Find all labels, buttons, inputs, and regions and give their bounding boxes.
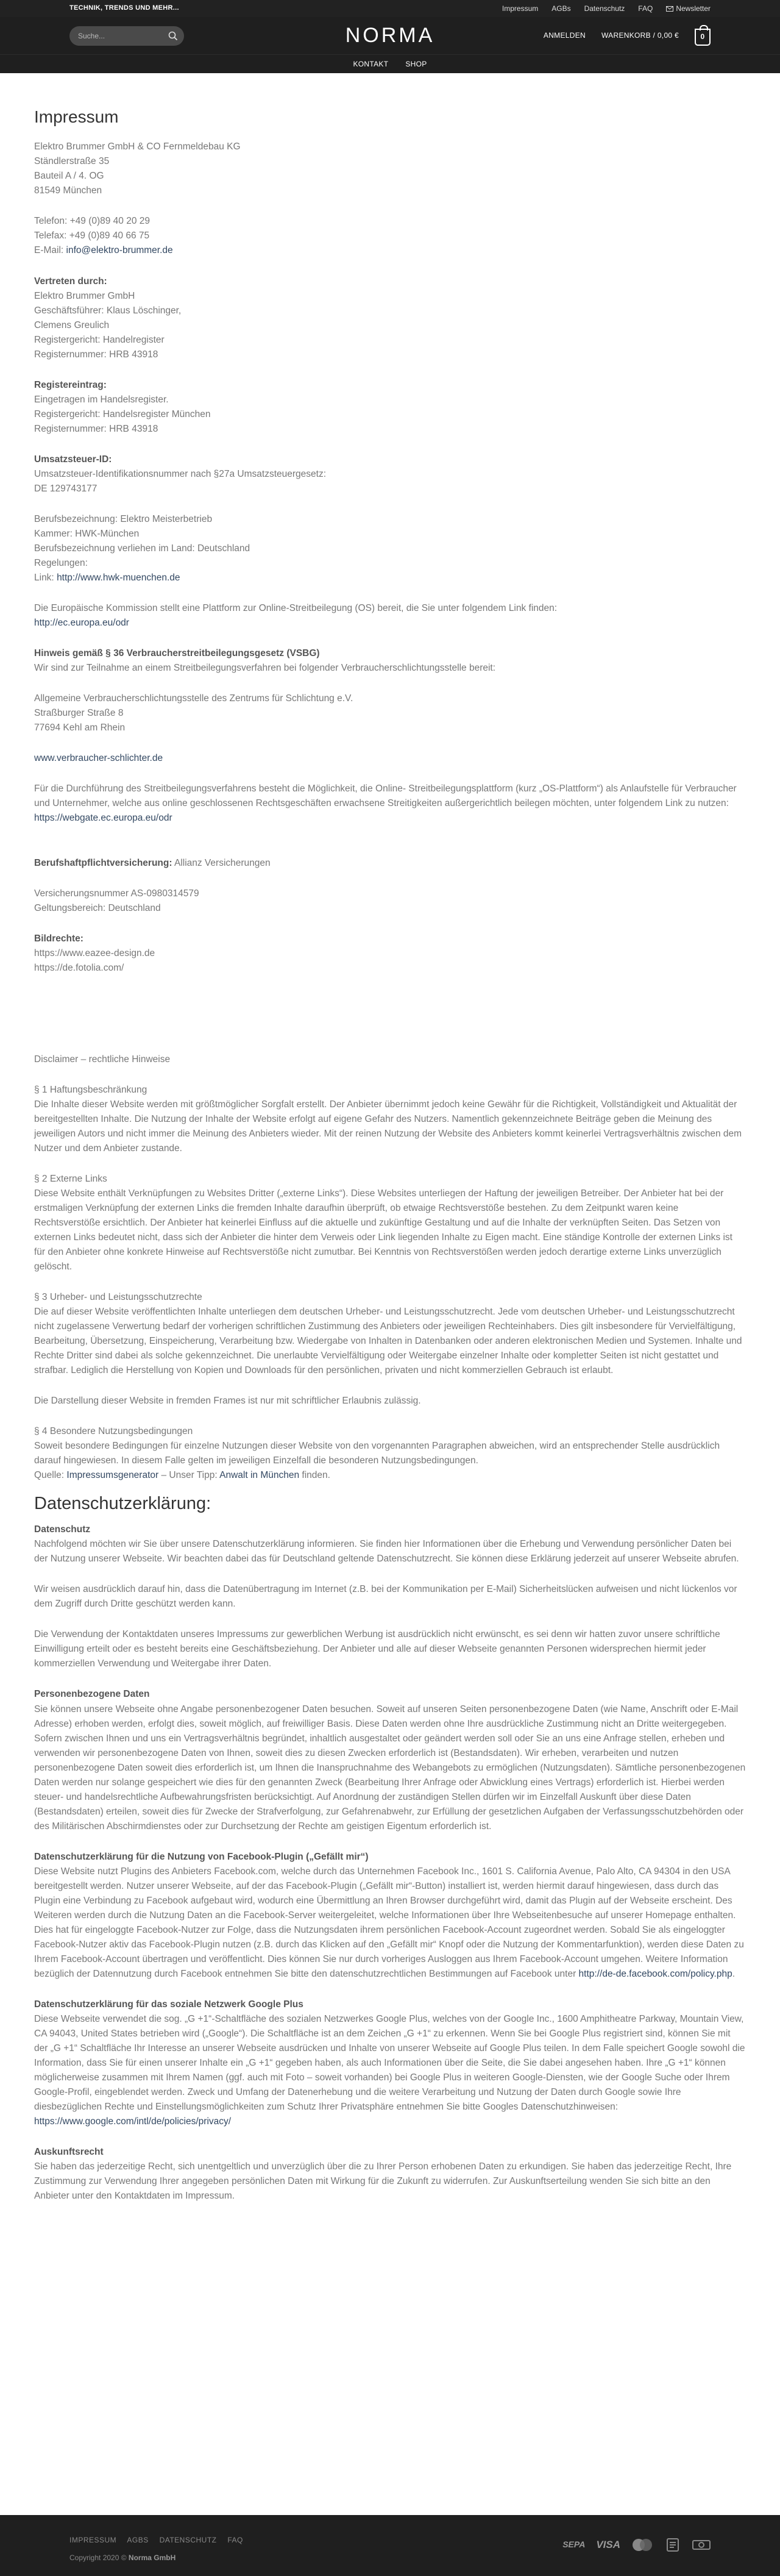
insurance-value: Allianz Versicherungen bbox=[172, 857, 271, 868]
section-text: . bbox=[732, 1968, 736, 1979]
footer-link-impressum[interactable]: IMPRESSUM bbox=[69, 2536, 117, 2544]
info-line: Regelungen: bbox=[34, 557, 88, 568]
section-heading: Personenbezogene Daten bbox=[34, 1689, 150, 1700]
email-label: E-Mail: bbox=[34, 245, 66, 256]
email-link[interactable]: info@elektro-brummer.de bbox=[66, 245, 173, 256]
privacy-facebook bbox=[34, 1850, 746, 1982]
os-block bbox=[34, 601, 746, 630]
sepa-icon: SEPA bbox=[562, 2539, 586, 2550]
info-line: Umsatzsteuer-Identifikationsnummer nach §27a Umsatzsteuergesetz: bbox=[34, 468, 326, 479]
schlichter-link[interactable]: www.verbraucher-schlichter.de bbox=[34, 752, 163, 763]
insurance-details bbox=[34, 887, 746, 916]
disclaimer-title: Disclaimer – rechtliche Hinweise bbox=[34, 1054, 171, 1065]
info-line: https://www.eazee-design.de bbox=[34, 948, 155, 959]
top-link-datenschutz[interactable]: Datenschutz bbox=[584, 4, 625, 13]
vsbg-block bbox=[34, 646, 746, 676]
info-line: Clemens Greulich bbox=[34, 319, 110, 330]
newsletter-label: Newsletter bbox=[676, 4, 711, 13]
section-heading: § 1 Haftungsbeschränkung bbox=[34, 1085, 147, 1096]
profession-block bbox=[34, 512, 746, 585]
address-line: Ständlerstraße 35 bbox=[34, 156, 110, 167]
main-nav bbox=[0, 55, 780, 73]
info-line: https://de.fotolia.com/ bbox=[34, 963, 124, 974]
mastercard-icon bbox=[631, 2538, 653, 2552]
info-line: Geschäftsführer: Klaus Löschinger, bbox=[34, 305, 182, 316]
privacy-google-plus bbox=[34, 1997, 746, 2129]
section-heading: Registereintrag: bbox=[34, 379, 107, 390]
online-dispute-block bbox=[34, 782, 746, 826]
footer-left bbox=[69, 2535, 243, 2563]
login-link[interactable]: ANMELDEN bbox=[543, 31, 586, 40]
source-text: – Unser Tipp: bbox=[158, 1470, 220, 1481]
source-text: Quelle: bbox=[34, 1470, 67, 1481]
section-text: Die auf dieser Website veröffentlichten Inhalte unterliegen dem deutschen Urheber- und Leistungsschutzrecht. Jede vom deutschen Urheber- und Leistungsschutzrecht nicht zugelassene Verwertung bedarf der vorherigen schriftlichen Zustimmung des Anbieters oder jeweiligen Rechteinhabers. Dies gilt insbesondere für Vervielfältigung, Bearbeitung, Übersetzung, Einspeicherung, Verarbeitung bzw. Wiedergabe von Inhalten in Datenbanken oder anderen elektronischen Medien und Systemen. Inhalte und Rechte Dritter sind dabei als solche gekennzeichnet. Die unerlaubte Vervielfältigung oder Weitergabe einzelner Inhalte oder kompletter Seiten ist nicht gestattet und strafbar. Lediglich die Herstellung von Kopien und Downloads für den persönlichen, privaten und nicht kommerziellen Gebrauch ist erlaubt. bbox=[34, 1307, 742, 1376]
prepayment-icon bbox=[692, 2538, 711, 2552]
phone: Telefon: +49 (0)89 40 20 29 bbox=[34, 216, 151, 227]
os-link[interactable]: http://ec.europa.eu/odr bbox=[34, 617, 129, 628]
top-links bbox=[502, 3, 711, 15]
privacy-title: Datenschutzerklärung: bbox=[34, 1494, 211, 1514]
info-line: 77694 Kehl am Rhein bbox=[34, 722, 126, 733]
info-line: Geltungsbereich: Deutschland bbox=[34, 902, 161, 913]
privacy-transfer: Wir weisen ausdrücklich darauf hin, dass die Datenübertragung im Internet (z.B. bei der Kommunikation per E-Mail) Sicherheitslücken aufweisen und nicht lückenlos vor dem Zugriff durch Dritte geschützt werden kann. bbox=[34, 1584, 737, 1610]
section-heading: § 3 Urheber- und Leistungsschutzrechte bbox=[34, 1292, 202, 1303]
disclaimer-section-4 bbox=[34, 1424, 746, 1483]
section-text: Diese Website nutzt Plugins des Anbieters Facebook.com, welche durch das Unternehmen Facebook Inc., 1601 S. California Avenue, Palo Alto, CA 94304 in den USA bereitgestellt werden. Nutzer unserer Webseite, auf der das Facebook-Plugin („Gefällt mir“-Button) installiert ist, werden hiermit darauf hingewiesen, dass durch das Plugin eine Verbindung zu Facebook aufgebaut wird, wodurch eine Übermittlung an Ihren Browser durchgeführt wird, damit das Plugin auf der Webseite erscheint. Des Weiteren werden durch die Nutzung Daten an die Facebook-Server weitergeleitet, welche Informationen über Ihre Webseitenbesuche auf unserer Homepage enthalten. Dies hat für eingeloggte Facebook-Nutzer zur Folge, dass die Nutzungsdaten ihrem persönlichen Facebook-Account zugeordnet werden. Sobald Sie als eingeloggter Facebook-Nutzer aktiv das Facebook-Plugin nutzen (z.B. durch das Klicken auf den „Gefällt mir“ Knopf oder die Nutzung der Kommentarfunktion), werden diese Daten zu Ihrem Facebook-Account übertragen und veröffentlicht. Dies können Sie nur durch vorheriges Ausloggen aus Ihrem Facebook-Account umgehen. Weitere Information bezüglich der Datennutzung durch Facebook entnehmen Sie bitte den datenschutzrechtlichen Bestimmungen auf Facebook unter bbox=[34, 1866, 744, 1979]
section-text: Die Inhalte dieser Website werden mit größtmöglicher Sorgfalt erstellt. Der Anbieter übernimmt jedoch keine Gewähr für die Richtigkeit, Vollständigkeit und Aktualität der bereitgestellten Inhalte. Die Nutzung der Inhalte der Website erfolgt auf eigene Gefahr des Nutzers. Namentlich gekennzeichnete Beiträge geben die Meinung des jeweiligen Autors und nicht immer die Meinung des Anbieters wieder. Mit der reinen Nutzung der Website des Anbieters kommt keinerlei Vertragsverhältnis zwischen dem Nutzer und dem Anbieter zustande. bbox=[34, 1099, 742, 1154]
site-logo[interactable]: NORMA bbox=[345, 24, 435, 48]
section-heading: Berufshaftpflichtversicherung: bbox=[34, 857, 172, 868]
info-line: Registergericht: Handelsregister München bbox=[34, 409, 211, 419]
arbitration-block bbox=[34, 691, 746, 735]
register-block bbox=[34, 378, 746, 437]
frames-note: Die Darstellung dieser Website in fremden Frames ist nur mit schriftlicher Erlaubnis zulässig. bbox=[34, 1396, 421, 1407]
footer-link-agbs[interactable]: AGBS bbox=[127, 2536, 149, 2544]
info-line: Registernummer: HRB 43918 bbox=[34, 349, 158, 360]
top-link-faq[interactable]: FAQ bbox=[638, 4, 653, 13]
section-heading: § 2 Externe Links bbox=[34, 1174, 107, 1185]
privacy-intro bbox=[34, 1522, 746, 1566]
page-title: Impressum bbox=[34, 107, 119, 126]
lawyer-link[interactable]: Anwalt in München bbox=[219, 1470, 300, 1481]
info-line: Berufsbezeichnung verliehen im Land: Deutschland bbox=[34, 543, 250, 554]
section-heading: § 4 Besondere Nutzungsbedingungen bbox=[34, 1426, 193, 1437]
privacy-advertising: Die Verwendung der Kontaktdaten unseres Impressums zur gewerblichen Werbung ist ausdrücklich nicht erwünscht, es sei denn wir hatten zuvor unsere schriftliche Einwilligung erteilt oder es besteht bereits eine Geschäftsbeziehung. Der Anbieter und alle auf dieser Webseite genannten Personen widersprechen hiermit jeder kommerziellen Verwendung und Weitergabe ihrer Daten. bbox=[34, 1629, 720, 1669]
visa-icon: VISA bbox=[596, 2538, 620, 2550]
invoice-icon bbox=[664, 2538, 681, 2552]
os-text: Die Europäische Kommission stellt eine Plattform zur Online-Streitbeilegung (OS) bereit, die Sie unter folgendem Link finden: bbox=[34, 602, 558, 613]
section-heading: Datenschutz bbox=[34, 1524, 91, 1535]
envelope-icon bbox=[666, 6, 673, 12]
image-rights-block bbox=[34, 932, 746, 976]
section-heading: Vertreten durch: bbox=[34, 276, 107, 287]
cart-link[interactable]: WARENKORB / 0,00 € bbox=[601, 31, 679, 40]
disclaimer-section-3 bbox=[34, 1290, 746, 1378]
info-line: Registergericht: Handelregister bbox=[34, 334, 165, 345]
section-text: Nachfolgend möchten wir Sie über unsere Datenschutzerklärung informieren. Sie finden hier Informationen über die Erhebung und Verwendung persönlicher Daten bei der Nutzung unserer Webseite. Wir beachten dabei das für Deutschland geltende Datenschutzrecht. Sie können diese Erklärung jederzeit auf unserer Webseite abrufen. bbox=[34, 1539, 739, 1565]
info-line: DE 129743177 bbox=[34, 483, 98, 494]
tagline: TECHNIK, TRENDS UND MEHR... bbox=[69, 4, 179, 12]
payment-icons bbox=[562, 2538, 711, 2552]
address-line: 81549 München bbox=[34, 185, 102, 196]
info-line: Straßburger Straße 8 bbox=[34, 707, 124, 718]
copyright bbox=[69, 2552, 243, 2564]
online-text: Für die Durchführung des Streitbeilegungsverfahrens besteht die Möglichkeit, die Online- Streitbeilegungsplattform (kurz „OS-Plattform“) als Anlaufstelle für Verbraucher und Unternehmer, welche aus online geschlossenen Rechtsgeschäften erwachsene Streitigkeiten außergerichtlich beilegen möchten, unter folgendem Link zu nutzen: bbox=[34, 783, 737, 808]
nav-item-shop[interactable]: SHOP bbox=[405, 59, 427, 68]
copyright-text: Copyright 2020 © bbox=[69, 2553, 129, 2562]
main-header bbox=[0, 17, 780, 55]
privacy-access-right bbox=[34, 2145, 746, 2203]
contact-block bbox=[34, 214, 746, 258]
page-content bbox=[34, 104, 746, 2203]
address-line: Elektro Brummer GmbH & CO Fernmeldebau KG bbox=[34, 141, 241, 152]
info-line: Berufsbezeichnung: Elektro Meisterbetrieb bbox=[34, 513, 213, 524]
nav-item-kontakt[interactable]: KONTAKT bbox=[353, 59, 389, 68]
section-text: Sie haben das jederzeitige Recht, sich unentgeltlich und unverzüglich über die zu Ihrer Person erhobenen Daten zu erkundigen. Sie haben das jederzeitige Recht, Ihre Zustimmung zur Verwendung Ihrer angegeben persönlichen Daten mit Wirkung für die Zukunft zu widerrufen. Zur Auskunftserteilung wenden Sie sich bitte an den Anbieter unter den Kontaktdaten im Impressum. bbox=[34, 2161, 732, 2201]
generator-link[interactable]: Impressumsgenerator bbox=[66, 1470, 159, 1481]
header-actions bbox=[544, 26, 711, 46]
odr-link[interactable]: https://webgate.ec.europa.eu/odr bbox=[34, 812, 172, 823]
arbitration-link-block bbox=[34, 751, 746, 766]
cart-count: 0 bbox=[700, 32, 705, 41]
section-heading: Bildrechte: bbox=[34, 933, 83, 944]
address-line: Bauteil A / 4. OG bbox=[34, 171, 104, 182]
section-heading: Umsatzsteuer-ID: bbox=[34, 454, 112, 465]
footer-link-datenschutz[interactable]: DATENSCHUTZ bbox=[159, 2536, 217, 2544]
info-line: Versicherungsnummer AS-0980314579 bbox=[34, 888, 199, 899]
section-text: Diese Webseite verwendet die sog. „G +1“-Schaltfläche des sozialen Netzwerkes Google Plus, welches von der Google Inc., 1600 Amphitheatre Parkway, Mountain View, CA 94043, United States betrieben wird („Google“). Die Schaltfläche ist an dem Zeichen „G +1“ zu erkennen. Wenn Sie bei Google Plus registriert sind, können Sie mit der „G +1“ Schaltfläche Ihr Interesse an unserer Webseite ausdrücken und Inhalte von unserer Webseite auf Google Plus teilen. In dem Falle speichert Google sowohl die Information, dass Sie für einen unserer Inhalte ein „G +1“ gegeben haben, als auch Informationen über die Seite, die Sie dabei angesehen haben. Ihre „G +1“ können möglicherweise zusammen mit Ihrem Namen (ggf. auch mit Foto – soweit vorhanden) bei Google Plus in weiteren Google-Diensten, wie der Google Suche oder Ihrem Google-Profil, eingeblendet werden. Zweck und Umfang der Datenerhebung und die weitere Verarbeitung und Nutzung der Daten durch Google sowie Ihre diesbezüglichen Rechte und Einstellungsmöglichkeiten zum Schutz Ihrer Privatsphäre entnehmen Sie bitte Googles Datenschutzhinweisen: bbox=[34, 2013, 745, 2112]
footer-link-faq[interactable]: FAQ bbox=[227, 2536, 243, 2544]
newsletter-link[interactable] bbox=[666, 3, 711, 15]
address-block bbox=[34, 140, 746, 198]
fax: Telefax: +49 (0)89 40 66 75 bbox=[34, 230, 150, 241]
vsbg-text: Wir sind zur Teilnahme an einem Streitbeilegungsverfahren bei folgender Verbraucherschlichtungsstelle bereit: bbox=[34, 662, 496, 673]
vat-block bbox=[34, 452, 746, 496]
section-heading: Auskunftsrecht bbox=[34, 2146, 104, 2157]
disclaimer-section-2 bbox=[34, 1172, 746, 1274]
section-text: Soweit besondere Bedingungen für einzelne Nutzungen dieser Website von den vorgenannten Paragraphen abweichen, wird an entsprechender Stelle ausdrücklich darauf hingewiesen. In diesem Falle gelten im jeweiligen Einzelfall die besonderen Nutzungsbedingungen. bbox=[34, 1441, 720, 1466]
info-line: Kammer: HWK-München bbox=[34, 528, 140, 539]
info-line: Allgemeine Verbraucherschlichtungsstelle des Zentrums für Schlichtung e.V. bbox=[34, 693, 353, 704]
info-line: Elektro Brummer GmbH bbox=[34, 290, 135, 301]
facebook-policy-link[interactable]: http://de-de.facebook.com/policy.php bbox=[578, 1968, 732, 1979]
section-heading: Datenschutzerklärung für das soziale Netzwerk Google Plus bbox=[34, 1999, 303, 2010]
copyright-company: Norma GmbH bbox=[128, 2553, 176, 2562]
google-policy-link[interactable]: https://www.google.com/intl/de/policies/privacy/ bbox=[34, 2116, 232, 2127]
top-link-agbs[interactable]: AGBs bbox=[551, 4, 571, 13]
info-line: Registernummer: HRB 43918 bbox=[34, 423, 158, 434]
search-input[interactable] bbox=[69, 26, 184, 46]
search-box bbox=[69, 26, 184, 46]
hwk-link[interactable]: http://www.hwk-muenchen.de bbox=[57, 572, 180, 583]
section-text: Diese Website enthält Verknüpfungen zu Websites Dritter („externe Links“). Diese Websites unterliegen der Haftung der jeweiligen Betreiber. Der Anbieter hat bei der erstmaligen Verknüpfung der externen Links die fremden Inhalte daraufhin überprüft, ob etwaige Rechtsverstöße bestehen. Zu dem Zeitpunkt waren keine Rechtsverstöße ersichtlich. Der Anbieter hat keinerlei Einfluss auf die aktuelle und zukünftige Gestaltung und auf die Inhalte der verknüpften Seiten. Das Setzen von externen Links bedeutet nicht, dass sich der Anbieter die hinter dem Verweis oder Link liegenden Inhalte zu Eigen macht. Eine ständige Kontrolle der externen Links ist für den Anbieter ohne konkrete Hinweise auf Rechtsverstöße nicht zumutbar. Bei Kenntnis von Rechtsverstößen werden jedoch derartige externe Links unverzüglich gelöscht. bbox=[34, 1188, 732, 1272]
top-bar bbox=[0, 0, 780, 17]
search-icon[interactable] bbox=[168, 31, 178, 41]
source-text: finden. bbox=[299, 1470, 330, 1481]
footer bbox=[0, 2515, 780, 2576]
section-heading: Datenschutzerklärung für die Nutzung von Facebook-Plugin („Gefällt mir“) bbox=[34, 1851, 369, 1862]
footer-links bbox=[69, 2535, 243, 2546]
represented-block bbox=[34, 274, 746, 362]
info-line: Eingetragen im Handelsregister. bbox=[34, 394, 169, 405]
link-label: Link: bbox=[34, 572, 57, 583]
insurance-block bbox=[34, 856, 746, 871]
disclaimer-section-1 bbox=[34, 1083, 746, 1156]
privacy-personal-data bbox=[34, 1687, 746, 1833]
section-heading: Hinweis gemäß § 36 Verbraucherstreitbeilegungsgesetz (VSBG) bbox=[34, 648, 320, 658]
top-link-impressum[interactable]: Impressum bbox=[502, 4, 539, 13]
cart-icon[interactable] bbox=[695, 29, 711, 46]
section-text: Sie können unsere Webseite ohne Angabe personenbezogener Daten besuchen. Soweit auf unseren Seiten personenbezogene Daten (wie Name, Anschrift oder E-Mail Adresse) erhoben werden, erfolgt dies, soweit möglich, auf freiwilliger Basis. Diese Daten werden ohne Ihre ausdrückliche Zustimmung nicht an Dritte weitergegeben. Sofern zwischen Ihnen und uns ein Vertragsverhältnis begründet, inhaltlich ausgestaltet oder geändert werden soll oder Sie an uns eine Anfrage stellen, erheben und verwenden wir personenbezogene Daten von Ihnen, soweit dies zu diesen Zwecken erforderlich ist (Bestandsdaten). Wir erheben, verarbeiten und nutzen personenbezogene Daten soweit dies erforderlich ist, um Ihnen die Inanspruchnahme des Webangebots zu ermöglichen (Nutzungsdaten). Sämtliche personenbezogenen Daten werden nur solange gespeichert wie dies für den genannten Zweck (Bearbeitung Ihrer Anfrage oder Abwicklung eines Vertrags) erforderlich ist. Hierbei werden steuer- und handelsrechtliche Aufbewahrungsfristen berücksichtigt. Auf Anordnung der zuständigen Stellen dürfen wir im Einzelfall Auskunft über diese Daten (Bestandsdaten) erteilen, soweit dies für Zwecke der Strafverfolgung, zur Gefahrenabwehr, zur Erfüllung der gesetzlichen Aufgaben der Verfassungsschutzbehörden oder des Militärischen Abschirmdienstes oder zur Durchsetzung der Rechte am geistigen Eigentum erforderlich ist. bbox=[34, 1704, 746, 1832]
